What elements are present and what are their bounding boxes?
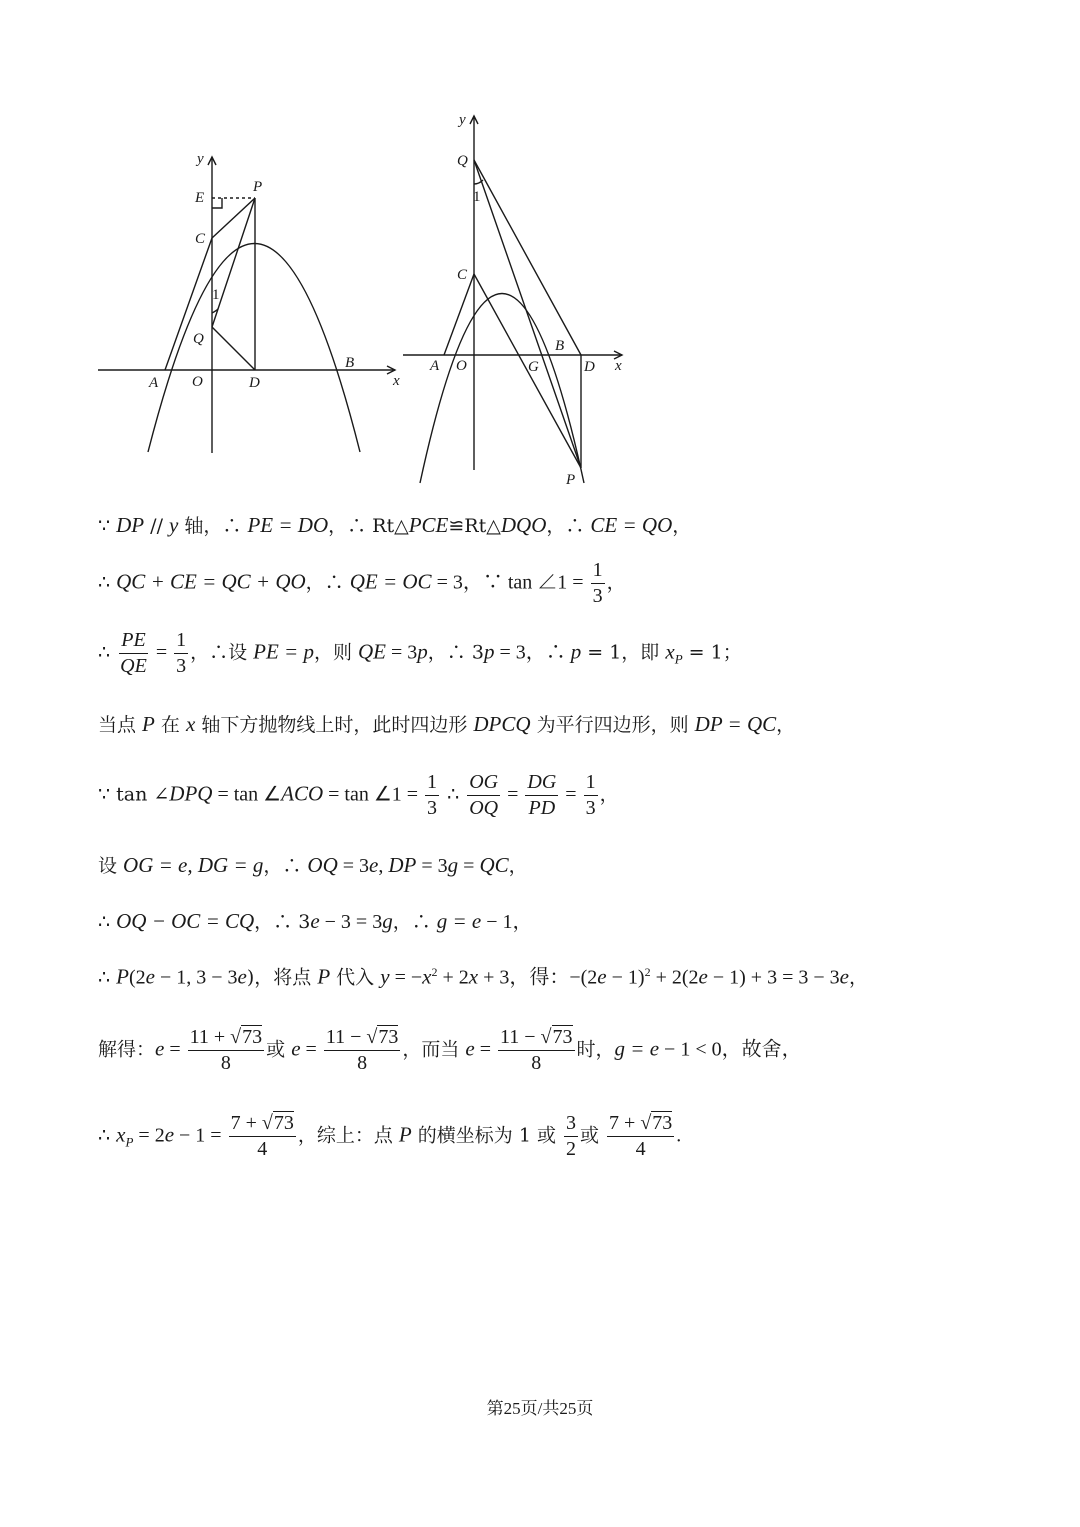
text: − 1 < 0，故舍， [659, 1038, 802, 1061]
math: = [458, 855, 480, 877]
math: e [145, 964, 155, 989]
denominator: 3 [427, 797, 438, 819]
text: ，∴ [305, 571, 350, 594]
denominator: PD [528, 797, 556, 819]
label-A: A [430, 358, 440, 374]
math: x [665, 639, 675, 664]
numerator: 1 [174, 628, 188, 654]
math: − 1， [481, 911, 533, 933]
text: ∴ [441, 783, 466, 806]
radicand: 73 [652, 1112, 673, 1134]
radicand: 73 [242, 1026, 263, 1048]
math: = − [389, 966, 423, 989]
figure-left [95, 145, 405, 455]
math: e [291, 1036, 301, 1061]
text: ， [508, 855, 528, 877]
math: = [502, 783, 524, 806]
math: (2 [128, 966, 146, 989]
numerator: 11 + √73 [188, 1025, 265, 1051]
math: − 1) + 3 = 3 − 3 [707, 966, 840, 989]
text: ，∴ Rt△ [328, 515, 409, 537]
denominator: 4 [257, 1138, 268, 1160]
text: = tan ∠ [212, 783, 282, 806]
label-C: C [195, 231, 206, 247]
numerator-part: 7 + [609, 1112, 641, 1134]
label-x: x [393, 373, 400, 389]
numerator-part: 11 + [189, 1026, 231, 1048]
text: ，∴ [263, 855, 308, 877]
math: e [597, 964, 607, 989]
solution-line-8 [98, 966, 868, 987]
text: ∴ [98, 911, 117, 933]
subscript: P [125, 1134, 134, 1150]
math: OQ [307, 853, 338, 877]
solution-line-9 [98, 1025, 802, 1076]
math: y [169, 513, 179, 537]
fraction [607, 1111, 674, 1162]
math: = [560, 783, 582, 806]
math: g [447, 853, 459, 877]
math: p [570, 639, 582, 664]
text: ∵ tan ∠ [98, 783, 170, 806]
math: PE = DO [247, 513, 329, 537]
math: QE = OC [349, 569, 432, 594]
math: e [155, 1036, 165, 1061]
numerator-part: 11 − [500, 1026, 541, 1048]
text: 或 [579, 1124, 606, 1147]
label-D: D [584, 359, 595, 375]
math: = 3 [337, 855, 370, 877]
denominator: 8 [357, 1052, 368, 1074]
text: 或 [266, 1038, 292, 1061]
fraction [498, 1025, 575, 1076]
math: e [839, 964, 849, 989]
label-P: P [253, 179, 263, 195]
math: = [300, 1038, 322, 1061]
subscript: P [674, 651, 683, 667]
math: − 1) [606, 966, 645, 989]
fraction [525, 770, 558, 821]
math: y [380, 964, 390, 989]
radicand: 73 [273, 1112, 294, 1134]
numerator-part: 11 − [325, 1026, 367, 1048]
text: 轴，∴ [178, 515, 248, 537]
math: P [398, 1122, 412, 1147]
fraction [118, 628, 149, 679]
math: OG = e, DG = g [123, 853, 264, 877]
label-angle-1: 1 [473, 189, 481, 205]
superscript: 2 [644, 965, 651, 979]
math: g = e [614, 1036, 660, 1061]
text: = tan ∠1 = [323, 783, 424, 806]
solution-line-3 [98, 628, 742, 679]
denominator: 3 [585, 797, 596, 819]
math: p [417, 639, 428, 664]
text: 轴下方抛物线上时，此时四边形 [195, 714, 474, 736]
fraction [174, 628, 188, 679]
label-G: G [528, 359, 539, 375]
solution-line-10 [98, 1111, 681, 1162]
math: DP [116, 513, 145, 537]
text: . [676, 1124, 682, 1147]
text: ，而当 [402, 1038, 466, 1061]
text: = 1，即 [581, 641, 666, 664]
text: ，∴ 3 [427, 641, 484, 664]
denominator: OQ [469, 797, 499, 819]
text: // [144, 515, 170, 537]
page-footer: 第25页/共25页 [486, 1399, 594, 1418]
math: p [483, 639, 495, 664]
radicand: 73 [378, 1026, 399, 1048]
text: )，将点 [246, 966, 318, 989]
right-angle-mark [212, 198, 222, 208]
text: ，则 [313, 641, 359, 664]
fraction [188, 1025, 265, 1076]
segment-QD [474, 160, 581, 355]
text: ，∴设 [190, 641, 254, 664]
segment-QP [474, 160, 581, 468]
math: P [142, 712, 155, 736]
math: CE = QO [590, 513, 673, 537]
fraction [591, 558, 605, 609]
text: ， [672, 515, 692, 537]
numerator-part: 7 + [230, 1112, 262, 1134]
text: ∴ [98, 641, 117, 664]
math: = [474, 1038, 496, 1061]
math: = [150, 641, 173, 664]
text: 为平行四边形，则 [530, 714, 695, 736]
math: DP = QC [694, 712, 777, 736]
solution-line-7 [98, 911, 533, 932]
math: e [465, 1036, 475, 1061]
solution-line-2 [98, 558, 626, 609]
math: = 3 [386, 641, 418, 664]
numerator: 3 [564, 1111, 578, 1137]
math: g [382, 909, 393, 933]
numerator: 11 − √73 [498, 1025, 575, 1051]
denominator: QE [120, 655, 147, 677]
text: 在 [154, 714, 186, 736]
math: ACO [281, 781, 324, 806]
text: 设 [98, 855, 124, 877]
text: ∴ [98, 966, 117, 989]
math: − 3 = 3 [319, 911, 383, 933]
text: 时， [576, 1038, 615, 1061]
numerator: OG [467, 770, 500, 796]
math: x [185, 712, 196, 736]
numerator: DG [525, 770, 558, 796]
math: , [378, 855, 389, 877]
denominator: 3 [176, 655, 187, 677]
text: ，∴ [546, 515, 591, 537]
numerator: 7 + √73 [607, 1111, 674, 1137]
solution-line-5 [98, 770, 619, 821]
math: DPQ [169, 781, 213, 806]
text: 代入 [330, 966, 381, 989]
math: + 2(2 [650, 966, 699, 989]
numerator: 11 − √73 [324, 1025, 401, 1051]
label-P: P [566, 472, 576, 488]
text: 当点 [98, 714, 143, 736]
math: QC [479, 853, 509, 877]
math: − 1, 3 − 3 [154, 966, 238, 989]
math: = 3，∵ tan ∠1 = [431, 571, 589, 594]
segment-CA [444, 274, 474, 355]
math: DPCQ [473, 712, 531, 736]
segment-QD [212, 327, 255, 370]
numerator: PE [119, 628, 147, 654]
text: ， [606, 571, 626, 594]
denominator: 8 [220, 1052, 231, 1074]
text: ∴ [98, 1124, 117, 1147]
math: QC + CE = QC + QO [116, 569, 306, 594]
parabola [148, 244, 360, 453]
fraction [584, 770, 598, 821]
label-E: E [195, 190, 205, 206]
figure-right [400, 108, 635, 498]
segment-AC [165, 238, 212, 370]
text: ，∴ [392, 911, 437, 933]
label-y: y [197, 151, 204, 167]
text: ，综上：点 [297, 1124, 399, 1147]
label-Q: Q [457, 153, 468, 169]
math: = 2 [133, 1124, 165, 1147]
denominator: 4 [635, 1138, 646, 1160]
math: = 3 [416, 855, 448, 877]
text: 的横坐标为 1 或 [411, 1124, 562, 1147]
text: ，∴ 3 [254, 911, 311, 933]
math: g = e [436, 909, 482, 933]
math: PCE [408, 513, 449, 537]
text: + 3，得：−(2 [478, 966, 598, 989]
math: P [116, 964, 129, 989]
label-y: y [459, 112, 466, 128]
fraction [229, 1111, 296, 1162]
math: DP [388, 853, 417, 877]
math: e [369, 853, 379, 877]
text: ， [599, 783, 619, 806]
numerator: 1 [584, 770, 598, 796]
math: x [468, 964, 479, 989]
radicand: 73 [552, 1026, 573, 1048]
label-x: x [615, 358, 622, 374]
text: ∴ [98, 571, 117, 594]
math: + 2 [437, 966, 469, 989]
solution-line-6 [98, 855, 528, 876]
fraction [564, 1111, 578, 1162]
label-A: A [149, 375, 159, 391]
math: OQ − OC = CQ [116, 909, 255, 933]
label-Q: Q [193, 331, 204, 347]
label-C: C [457, 267, 468, 283]
math: x [116, 1122, 126, 1147]
text: ， [848, 966, 868, 989]
label-O: O [456, 358, 467, 374]
text: 解得： [98, 1038, 156, 1061]
fraction [324, 1025, 401, 1076]
text: ≌Rt△ [448, 515, 501, 537]
denominator: 8 [531, 1052, 542, 1074]
numerator: 7 + √73 [229, 1111, 296, 1137]
math: e [698, 964, 708, 989]
solution-line-4 [98, 714, 795, 735]
math: x [422, 964, 432, 989]
math: e [164, 1122, 175, 1147]
parabola [420, 294, 584, 484]
fraction [425, 770, 439, 821]
denominator: 3 [592, 585, 603, 607]
denominator: 2 [565, 1138, 576, 1160]
math: − 1 = [174, 1124, 227, 1147]
numerator: 1 [591, 558, 605, 584]
text: ， [776, 714, 796, 736]
math: P [317, 964, 331, 989]
superscript: 2 [431, 965, 438, 979]
text: = 1； [682, 641, 742, 664]
label-D: D [249, 375, 260, 391]
text: = 3，∴ [494, 641, 571, 664]
math: PE = p [253, 639, 314, 664]
label-O: O [192, 374, 203, 390]
label-B: B [555, 338, 565, 354]
label-angle-1: 1 [212, 287, 220, 303]
solution-line-1 [98, 515, 691, 536]
text: ∵ [98, 515, 117, 537]
math: DQO [500, 513, 547, 537]
numerator: 1 [425, 770, 439, 796]
math: = [164, 1038, 186, 1061]
fraction [467, 770, 500, 821]
math: e [310, 909, 320, 933]
label-B: B [345, 355, 355, 371]
math: QE [358, 639, 387, 664]
math: e [237, 964, 247, 989]
